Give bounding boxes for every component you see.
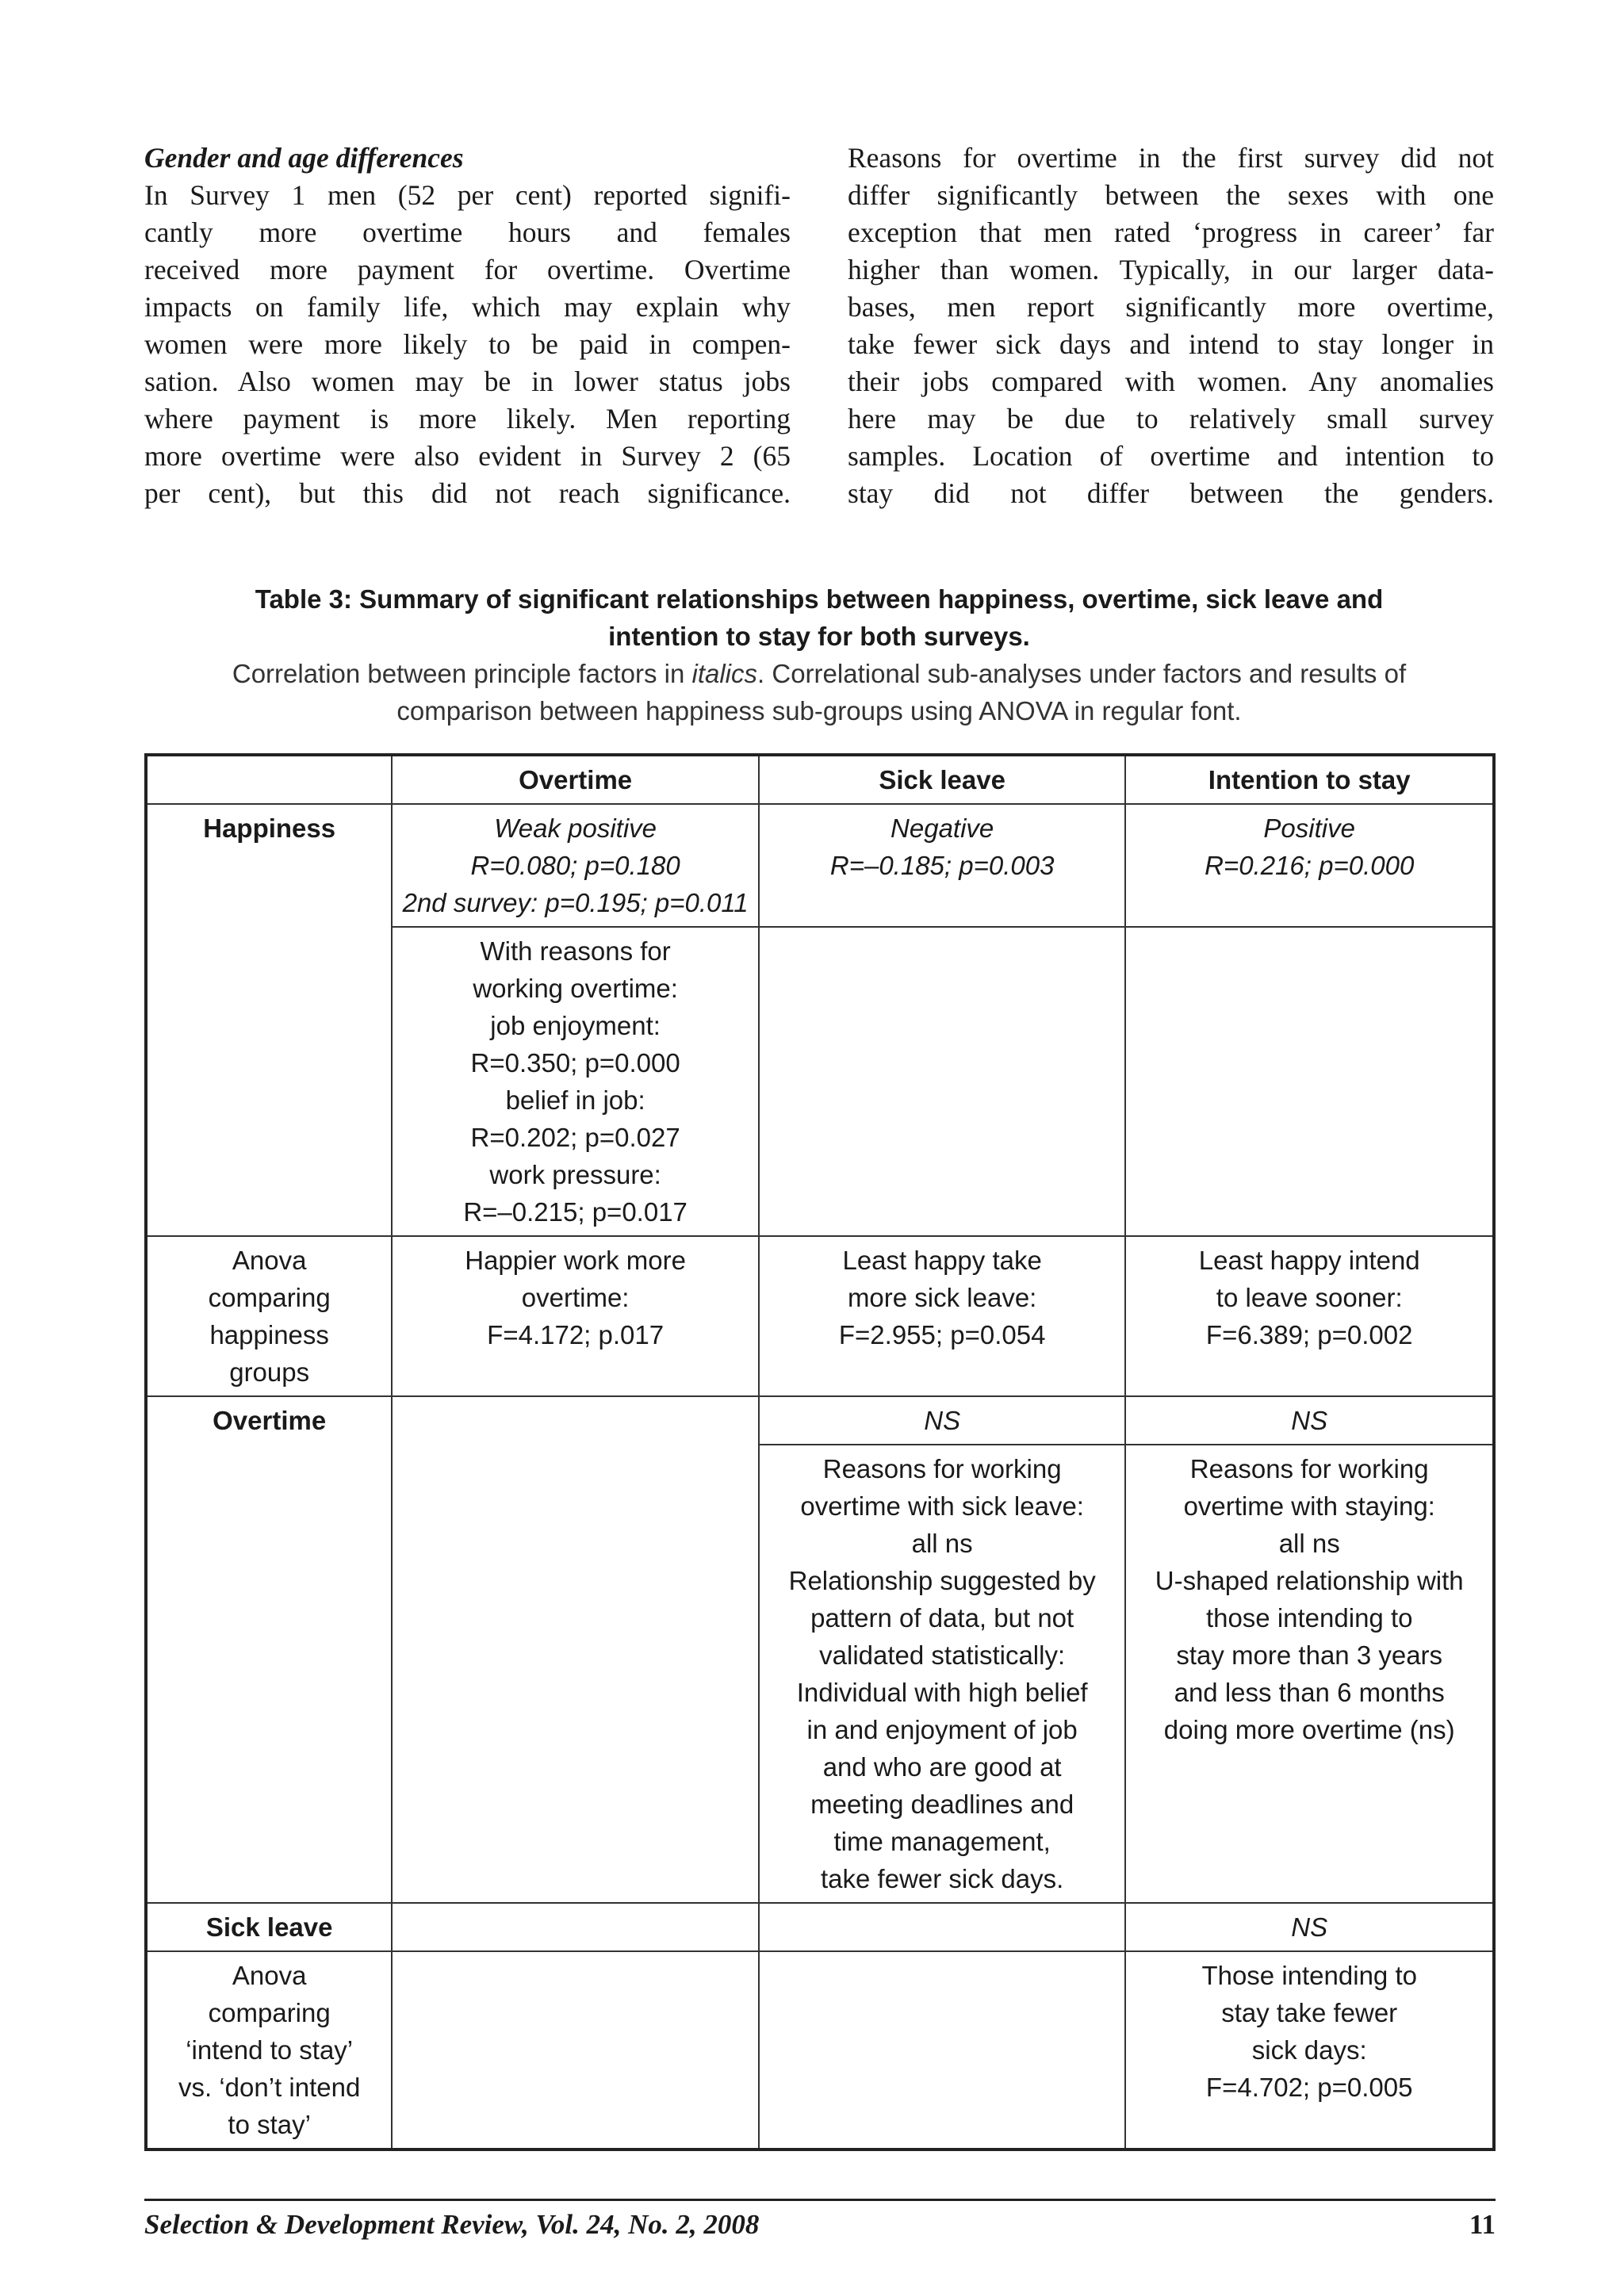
cell-line: Anova xyxy=(232,1961,307,1990)
right-line: bases, men report significantly more overtime, xyxy=(848,291,1494,323)
right-line: differ significantly between the sexes with one xyxy=(848,179,1494,211)
cell-line: Anova xyxy=(232,1246,307,1275)
cell-line: Happier work more xyxy=(465,1246,686,1275)
table-row-sick-leave xyxy=(146,1903,1494,1951)
cell-line: validated statistically: xyxy=(819,1640,1066,1670)
right-line: samples. Location of overtime and intention to xyxy=(848,440,1494,472)
cell-line: doing more overtime (ns) xyxy=(1163,1715,1455,1744)
cell-line: to stay’ xyxy=(228,2110,311,2139)
cell-line: Least happy intend xyxy=(1198,1246,1420,1275)
table-row-overtime xyxy=(146,1396,1494,1445)
left-line: women were more likely to be paid in compen- xyxy=(144,328,791,360)
cell-line: time management, xyxy=(833,1827,1051,1856)
cell-line: F=6.389; p=0.002 xyxy=(1205,1320,1413,1349)
cell-line: Least happy take xyxy=(842,1246,1042,1275)
cell-line: those intending to xyxy=(1205,1603,1413,1633)
table-row-anova-intend xyxy=(146,1951,1494,2149)
table-subtitle-line-1 xyxy=(144,655,1494,692)
left-line: received more payment for overtime. Overtime xyxy=(144,254,791,285)
table-title-line-2: intention to stay for both surveys. xyxy=(608,622,1030,651)
cell-line: and who are good at xyxy=(822,1752,1062,1782)
cell-line: R=0.216; p=0.000 xyxy=(1205,851,1415,880)
cell-happiness-reasons-overtime xyxy=(392,927,759,1236)
cell-line: U-shaped relationship with xyxy=(1155,1566,1464,1595)
cell-line: working overtime: xyxy=(473,974,678,1003)
cell-line: sick days: xyxy=(1251,2035,1367,2065)
right-line: Reasons for overtime in the first survey did not xyxy=(848,142,1494,174)
cell-line: comparing xyxy=(208,1283,331,1312)
cell-line: Those intending to xyxy=(1201,1961,1417,1990)
cell-empty xyxy=(759,1951,1126,2149)
cell-line: Negative xyxy=(891,813,994,843)
cell-empty xyxy=(392,1396,759,1903)
cell-empty xyxy=(392,1903,759,1951)
row-label-anova-intend xyxy=(146,1951,392,2149)
cell-empty xyxy=(1125,927,1494,1236)
left-line: where payment is more likely. Men reporting xyxy=(144,403,791,434)
right-column xyxy=(848,140,1494,512)
left-column xyxy=(144,140,791,512)
header-overtime: Overtime xyxy=(392,755,759,804)
cell-overtime-intention: NS xyxy=(1125,1396,1494,1445)
cell-happiness-sick-leave xyxy=(759,804,1126,927)
table-caption xyxy=(144,580,1494,729)
cell-line: all ns xyxy=(911,1529,973,1558)
cell-line: Reasons for working xyxy=(822,1454,1062,1483)
cell-line: With reasons for xyxy=(480,936,671,966)
right-line: stay did not differ between the genders. xyxy=(848,477,1494,509)
cell-line: job enjoyment: xyxy=(490,1011,661,1040)
cell-line: overtime with staying: xyxy=(1183,1491,1435,1521)
cell-line: 2nd survey: p=0.195; p=0.011 xyxy=(402,888,749,917)
right-line: here may be due to relatively small survey xyxy=(848,403,1494,434)
subtitle-post: . Correlational sub-analyses under factors and results of xyxy=(757,659,1407,688)
cell-line: work pressure: xyxy=(489,1160,661,1189)
cell-line: to leave sooner: xyxy=(1216,1283,1403,1312)
header-sick-leave: Sick leave xyxy=(759,755,1126,804)
row-label-anova-happiness xyxy=(146,1236,392,1396)
left-line: more overtime were also evident in Survey 2 (65 xyxy=(144,440,791,472)
cell-line: stay more than 3 years xyxy=(1176,1640,1443,1670)
table-header-row xyxy=(146,755,1494,804)
cell-line: belief in job: xyxy=(505,1085,645,1115)
cell-line: overtime: xyxy=(521,1283,630,1312)
left-line: cantly more overtime hours and females xyxy=(144,216,791,248)
cell-line: and less than 6 months xyxy=(1174,1678,1445,1707)
cell-line: more sick leave: xyxy=(847,1283,1037,1312)
cell-line: all ns xyxy=(1278,1529,1340,1558)
cell-line: F=4.172; p.017 xyxy=(487,1320,665,1349)
left-line: impacts on family life, which may explain why xyxy=(144,291,791,323)
cell-empty xyxy=(759,1903,1126,1951)
cell-empty xyxy=(759,927,1126,1236)
table-row-anova-happiness xyxy=(146,1236,1494,1396)
row-label-sick-leave: Sick leave xyxy=(146,1903,392,1951)
cell-line: overtime with sick leave: xyxy=(800,1491,1084,1521)
left-line: per cent), but this did not reach significance. xyxy=(144,477,791,509)
table-row-happiness xyxy=(146,804,1494,927)
cell-line: happiness xyxy=(209,1320,329,1349)
journal-citation: Selection & Development Review, Vol. 24, No. 2, 2008 xyxy=(144,2209,760,2240)
cell-line: stay take fewer xyxy=(1221,1998,1398,2027)
cell-line: Reasons for working xyxy=(1189,1454,1429,1483)
cell-line: ‘intend to stay’ xyxy=(186,2035,354,2065)
cell-overtime-sick-leave: NS xyxy=(759,1396,1126,1445)
cell-empty xyxy=(392,1951,759,2149)
summary-table xyxy=(144,753,1496,2151)
cell-anova-intention xyxy=(1125,1236,1494,1396)
right-line: their jobs compared with women. Any anomalies xyxy=(848,366,1494,397)
left-line: sation. Also women may be in lower status jobs xyxy=(144,366,791,397)
table-title-line-1: Table 3: Summary of significant relationships between happiness, overtime, sick leave and xyxy=(255,584,1384,614)
cell-sick-leave-intention: NS xyxy=(1125,1903,1494,1951)
header-intention: Intention to stay xyxy=(1125,755,1494,804)
cell-line: comparing xyxy=(208,1998,331,2027)
right-line: higher than women. Typically, in our larger data- xyxy=(848,254,1494,285)
page-number: 11 xyxy=(1469,2209,1496,2240)
footer-rule xyxy=(144,2199,1496,2201)
cell-anova-intend-intention xyxy=(1125,1951,1494,2149)
table-subtitle-line-2: comparison between happiness sub-groups using ANOVA in regular font. xyxy=(396,696,1242,725)
left-line: In Survey 1 men (52 per cent) reported signifi- xyxy=(144,179,791,211)
cell-line: R=–0.185; p=0.003 xyxy=(829,851,1055,880)
cell-line: in and enjoyment of job xyxy=(806,1715,1078,1744)
cell-line: Positive xyxy=(1263,813,1355,843)
cell-line: Individual with high belief xyxy=(796,1678,1088,1707)
cell-line: groups xyxy=(229,1357,310,1387)
right-line: exception that men rated ‘progress in career’ far xyxy=(848,216,1494,248)
cell-line: take fewer sick days. xyxy=(821,1864,1064,1893)
cell-line: Relationship suggested by xyxy=(788,1566,1096,1595)
cell-line: vs. ‘don’t intend xyxy=(178,2073,361,2102)
cell-line: F=2.955; p=0.054 xyxy=(838,1320,1046,1349)
cell-overtime-reasons-intention xyxy=(1125,1445,1494,1903)
cell-line: R=–0.215; p=0.017 xyxy=(463,1197,688,1227)
cell-happiness-intention xyxy=(1125,804,1494,927)
row-label-happiness: Happiness xyxy=(146,804,392,1236)
cell-line: R=0.202; p=0.027 xyxy=(470,1123,680,1152)
cell-line: Weak positive xyxy=(494,813,657,843)
cell-happiness-overtime xyxy=(392,804,759,927)
section-heading: Gender and age differences xyxy=(144,142,464,174)
subtitle-pre: Correlation between principle factors in xyxy=(232,659,692,688)
cell-line: meeting deadlines and xyxy=(810,1790,1074,1819)
header-empty xyxy=(146,755,392,804)
cell-overtime-reasons-sick-leave xyxy=(759,1445,1126,1903)
subtitle-italic: italics xyxy=(691,659,758,688)
cell-line: F=4.702; p=0.005 xyxy=(1205,2073,1413,2102)
cell-line: R=0.350; p=0.000 xyxy=(470,1048,680,1078)
cell-anova-overtime xyxy=(392,1236,759,1396)
row-label-overtime: Overtime xyxy=(146,1396,392,1903)
cell-line: pattern of data, but not xyxy=(810,1603,1074,1633)
cell-line: R=0.080; p=0.180 xyxy=(470,851,680,880)
cell-anova-sick-leave xyxy=(759,1236,1126,1396)
right-line: take fewer sick days and intend to stay longer in xyxy=(848,328,1494,360)
